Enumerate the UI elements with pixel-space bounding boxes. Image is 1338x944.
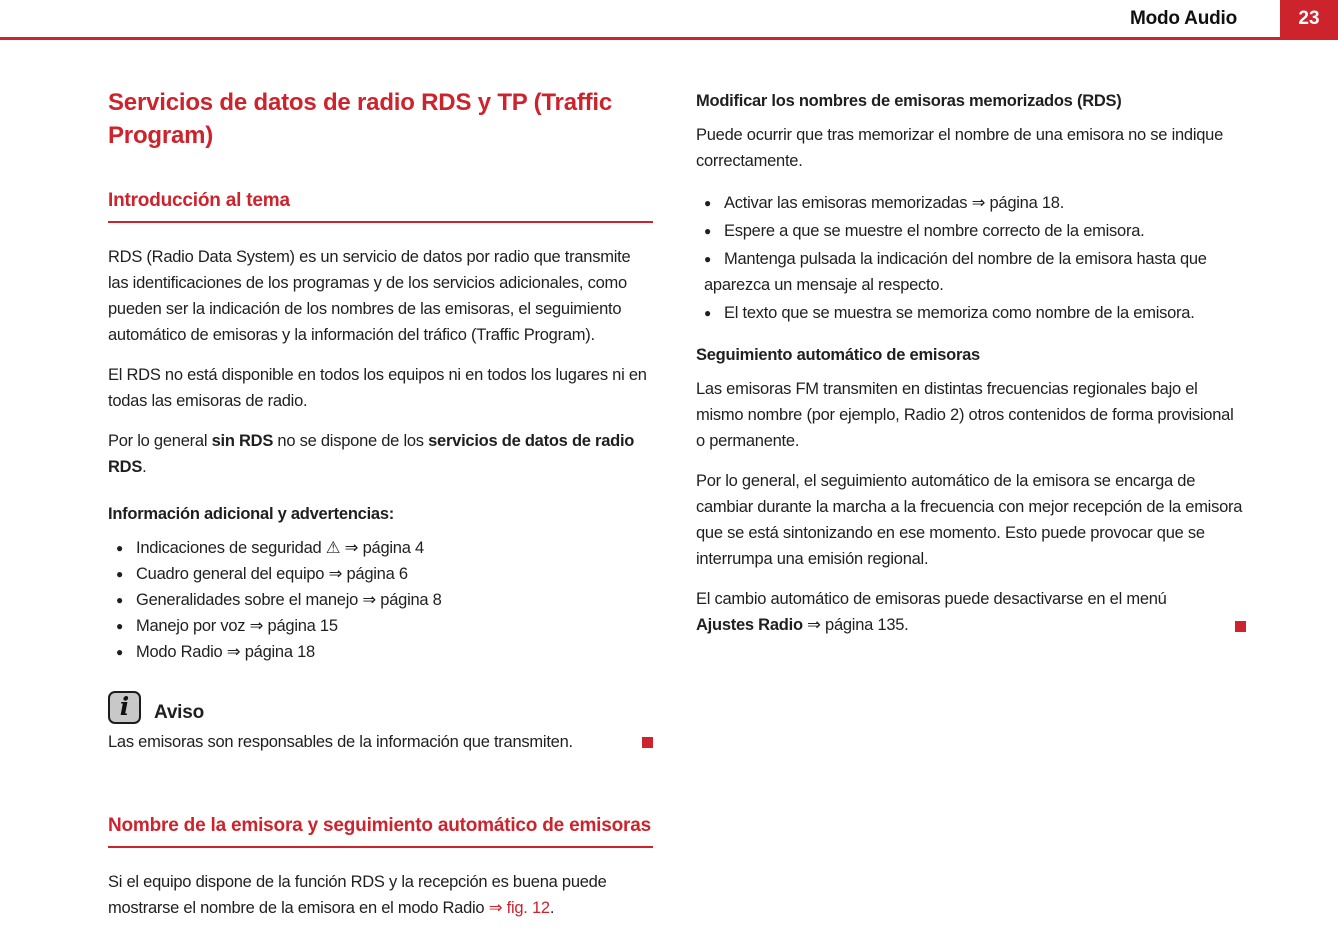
paragraph: El RDS no está disponible en todos los equipos ni en todos los lugares ni en todas las emisoras de radio. — [108, 366, 647, 410]
section-heading-nombre-emisora: Nombre de la emisora y seguimiento automático de emisoras — [108, 813, 653, 848]
inline-bold: Ajustes Radio — [696, 616, 803, 634]
header-section-title: Modo Audio — [1129, 8, 1237, 29]
paragraph — [108, 869, 653, 921]
end-of-section-marker — [1235, 621, 1246, 632]
list-item-text: Espere a que se muestre el nombre correcto de la emisora. — [724, 222, 1145, 240]
info-icon — [108, 691, 141, 724]
text-run: El cambio automático de emisoras puede desactivarse en el menú — [696, 590, 1167, 608]
steps-list — [696, 190, 1246, 326]
paragraph: Las emisoras FM transmiten en distintas frecuencias regionales bajo el mismo nombre (por ejemplo, Radio 2) otros contenidos de forma provisional o permanente. — [696, 380, 1234, 450]
end-of-section-marker — [642, 737, 653, 748]
inline-bold: sin RDS — [211, 432, 274, 450]
inline-bold: servicios de datos de radio RDS — [108, 432, 635, 476]
page-number: 23 — [1298, 7, 1320, 29]
bullet-icon: ● — [704, 306, 711, 320]
bullet-icon: ● — [704, 196, 711, 210]
bullet-icon: ● — [116, 619, 123, 633]
aviso-note — [108, 691, 653, 755]
left-column — [108, 40, 653, 921]
bullet-icon: ● — [116, 645, 123, 659]
list-item-text: Activar las emisoras memorizadas ⇒ página 18. — [724, 194, 1065, 212]
paragraph: RDS (Radio Data System) es un servicio de datos por radio que transmite las identificaciones de los programas y de los servicios adicionales, como pueden ser la indicación de los nombres de las emisoras, el seguimiento automático de emisoras y la información del tráfico (Traffic Program). — [108, 248, 631, 344]
aviso-note-header — [108, 691, 653, 724]
page-header — [0, 0, 1338, 40]
aviso-note-text: Las emisoras son responsables de la información que transmiten. — [108, 733, 573, 751]
paragraph — [696, 586, 1246, 638]
list-item — [108, 613, 653, 639]
list-item — [696, 246, 1246, 298]
bullet-icon: ● — [116, 593, 123, 607]
list-item — [108, 561, 653, 587]
figure-reference: ⇒ fig. 12 — [488, 899, 550, 917]
list-heading: Información adicional y advertencias: — [108, 505, 395, 523]
page-number-box — [1276, 0, 1338, 37]
paragraph: Por lo general, el seguimiento automático de la emisora se encarga de cambiar durante la marcha a la frecuencia con mejor recepción de la emisora que se está sintonizando en ese momento. Esto puede provocar que se interrumpa una emisión regional. — [696, 472, 1243, 568]
text-run: no se dispone de los — [273, 432, 429, 450]
list-item — [696, 190, 1246, 216]
subsection-heading-seguimiento: Seguimiento automático de emisoras — [696, 346, 980, 364]
section-heading-introduccion: Introducción al tema — [108, 188, 653, 223]
list-item-text: Cuadro general del equipo ⇒ página 6 — [136, 565, 408, 583]
bullet-icon: ● — [704, 224, 711, 238]
text-run: . — [142, 458, 147, 476]
list-item — [696, 300, 1246, 326]
text-run: . — [549, 899, 555, 917]
text-run: ⇒ página 135. — [802, 616, 909, 634]
info-icon-glyph: i — [119, 692, 130, 721]
chapter-title: Servicios de datos de radio RDS y TP (Traffic Program) — [108, 89, 613, 149]
cross-reference-list — [108, 535, 653, 665]
page-content — [0, 40, 1338, 921]
list-item-text: Modo Radio ⇒ página 18 — [136, 643, 315, 661]
right-column — [696, 40, 1246, 638]
list-item — [696, 218, 1246, 244]
aviso-note-title: Aviso — [154, 702, 205, 723]
bullet-icon: ● — [704, 252, 711, 266]
list-item — [108, 639, 653, 665]
text-run: Si el equipo dispone de la función RDS y la recepción es buena puede mostrarse el nombre de la emisora en el modo Radio — [108, 873, 607, 917]
aviso-note-body — [108, 729, 653, 755]
list-item — [108, 587, 653, 613]
subsection-heading-modificar: Modificar los nombres de emisoras memorizados (RDS) — [696, 92, 1122, 110]
bullet-icon: ● — [116, 567, 123, 581]
list-item-text: Mantenga pulsada la indicación del nombre de la emisora hasta que aparezca un mensaje al respecto. — [704, 250, 1207, 294]
paragraph — [108, 428, 653, 480]
paragraph: Puede ocurrir que tras memorizar el nombre de una emisora no se indique correctamente. — [696, 126, 1224, 170]
text-run: Por lo general — [108, 432, 212, 450]
bullet-icon: ● — [116, 541, 123, 555]
list-item — [108, 535, 653, 561]
list-item-text: Indicaciones de seguridad ⚠ ⇒ página 4 — [136, 539, 424, 557]
list-item-text: Manejo por voz ⇒ página 15 — [136, 617, 338, 635]
list-item-text: El texto que se muestra se memoriza como nombre de la emisora. — [724, 304, 1195, 322]
list-item-text: Generalidades sobre el manejo ⇒ página 8 — [136, 591, 442, 609]
